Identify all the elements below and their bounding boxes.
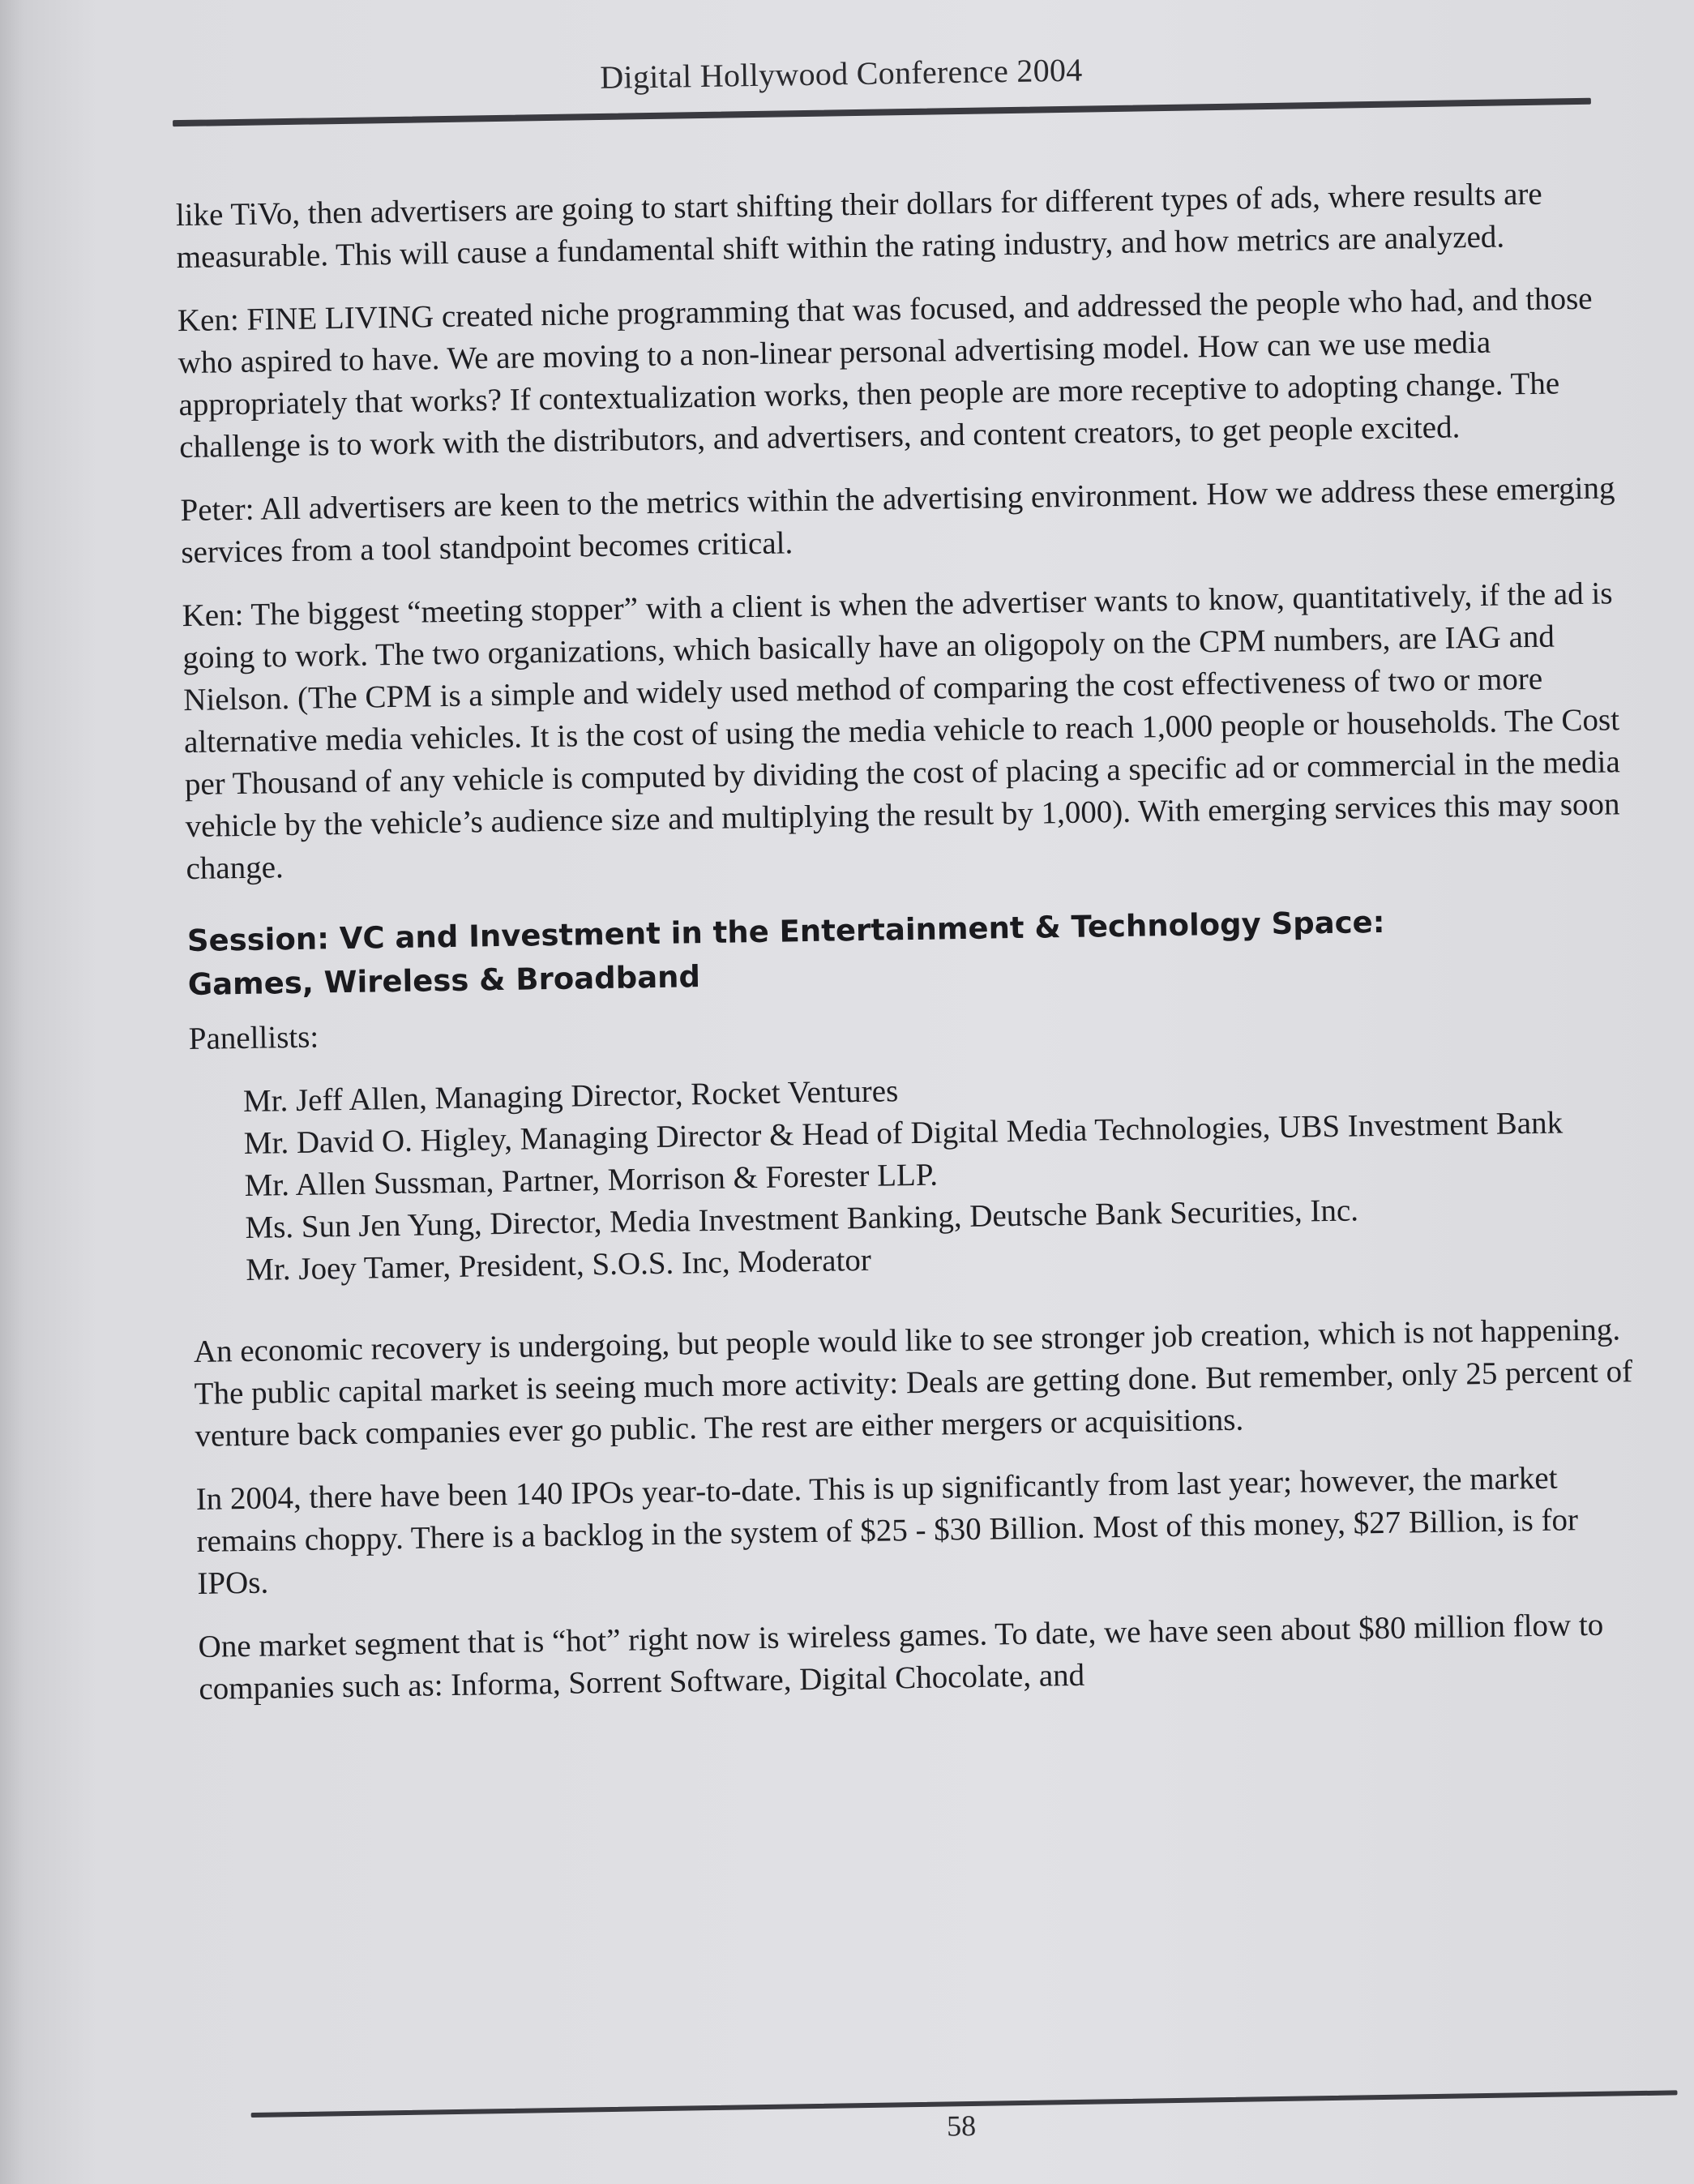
body-text (175, 172, 1642, 1732)
running-header: Digital Hollywood Conference 2004 (599, 51, 1083, 96)
panellist-item: Mr. Jeff Allen, Managing Director, Rocket Ventures (242, 1073, 899, 1119)
session-heading (187, 897, 1631, 1007)
paragraph: Ken: The biggest “meeting stopper” with a client is when the advertiser wants to know, quantitatively, if the ad is going to work. The two organizations, which basically have an oligopoly on the CPM numbers, are IAG and Nielson. (The CPM is a simple and widely used method of comparing the cost effectiveness of two or more alternative media vehicles. It is the cost of using the media vehicle to reach 1,000 people or households. The Cost per Thousand of any vehicle is computed by dividing the cost of placing a specific ad or commercial in the media vehicle by the vehicle’s audience size and multiplying the result by 1,000). With emerging services this may soon change. (182, 576, 1621, 887)
paragraph: Ken: FINE LIVING created niche programming that was focused, and addressed the people who had, and those who aspired to have. We are moving to a non-linear personal advertising model. How can we use media appropriately that works? If contextualization works, then people are more receptive to adopting change. The challenge is to work with the distributors, and advertisers, and content creators, to get people excited. (177, 280, 1593, 465)
panellist-item: Mr. Allen Sussman, Partner, Morrison & Forester LLP. (244, 1157, 939, 1203)
panellists-label: Panellists: (188, 1019, 319, 1057)
panellist-item: Mr. David O. Higley, Managing Director & Head of Digital Media Technologies, UBS Investment Bank (243, 1105, 1564, 1161)
header-rule (173, 98, 1591, 126)
session-heading-line: Games, Wireless & Broadband (187, 959, 701, 1003)
panellist-item: Mr. Joey Tamer, President, S.O.S. Inc, Moderator (245, 1242, 872, 1287)
paragraph: In 2004, there have been 140 IPOs year-to-date. This is up significantly from last year; however, the market remains choppy. There is a backlog in the system of $25 - $30 Billion. Most of this money, $27 Billion, is for IPOs. (195, 1460, 1579, 1601)
paragraph: An economic recovery is undergoing, but people would like to see stronger job creation, which is not happening. The public capital market is seeing much more activity: Deals are getting done. But remember, only 25 percent of venture back companies ever go public. The rest are either mergers or acquisitions. (193, 1312, 1633, 1454)
panellist-item: Ms. Sun Jen Yung, Director, Media Investment Banking, Deutsche Bank Securities, Inc. (245, 1193, 1359, 1245)
session-heading-line: Session: VC and Investment in the Entertainment & Technology Space: (186, 904, 1385, 959)
paragraph: Peter: All advertisers are keen to the metrics within the advertising environment. How we address these emerging services from a tool standpoint becomes critical. (180, 470, 1615, 571)
paragraph: One market segment that is “hot” right now is wireless games. To date, we have seen about $80 million flow to companies such as: Informa, Sorrent Software, Digital Chocolate, and (198, 1607, 1604, 1707)
panellist-list (190, 1059, 1636, 1292)
page-number: 58 (946, 2109, 977, 2143)
paragraph: like TiVo, then advertisers are going to start shifting their dollars for different types of ads, where results are measurable. This will cause a fundamental shift within the rating industry, and how metrics are analyzed. (175, 176, 1543, 276)
